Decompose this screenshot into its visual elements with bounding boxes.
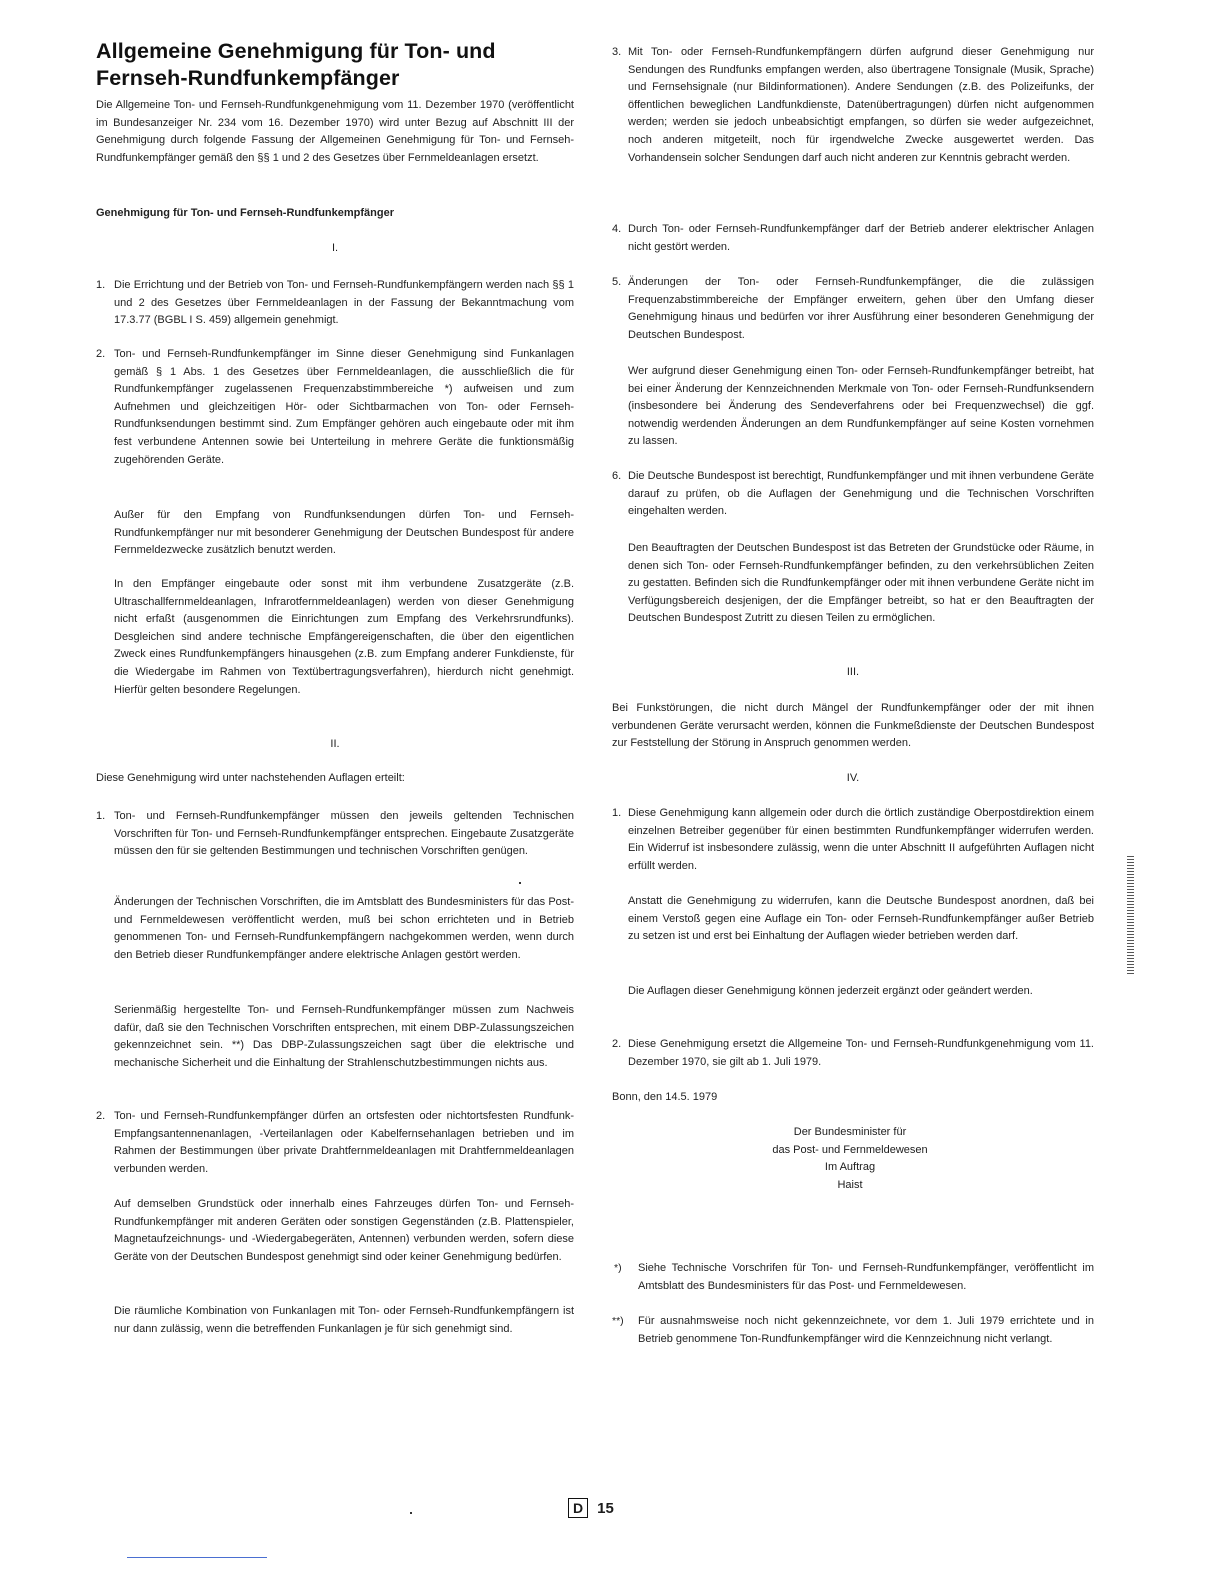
section-2-item-2-para-3: Die räumliche Kombination von Funkanlagen mit Ton- oder Fernseh-Rundfunkempfängern ist nur dann zulässig, wenn die betreffenden Funkanlagen je für sich genehmigt sind.: [114, 1305, 574, 1335]
item-number: 6.: [612, 470, 622, 482]
document-title: Allgemeine Genehmigung für Ton- und Fernseh-Rundfunkempfänger: [96, 39, 496, 90]
signature-name: Haist: [837, 1178, 863, 1191]
section-4-item-1-para-3: Die Auflagen dieser Genehmigung können jederzeit ergänzt oder geändert werden.: [628, 985, 1033, 997]
item-number: 2.: [96, 348, 106, 360]
footnote-2: Für ausnahmsweise noch nicht gekennzeichnete, vor dem 1. Juli 1979 errichtete und in Betrieb genommene Ton-Rundfunkempfänger wird die Kennzeichnung nicht verlangt.: [638, 1315, 1094, 1345]
section-1-item-2-para-1: Ton- und Fernseh-Rundfunkempfänger im Sinne dieser Genehmigung sind Funkanlagen gemäß § 1 Abs. 1 des Gesetzes über Fernmeldeanlagen, die ausschließlich die für Rundfunkempfänger zugelassenen Frequenzabstimmbereiche *) aufweisen und zum Aufnehmen und gleichzeitigen Hör- oder Sichtbarmachen von Ton- oder Fernseh-Rundfunksendungen bestimmt sind. Zum Empfänger gehören auch eingebaute oder mit ihm fest verbundene Antennen sowie bei Unterteilung in mehrere Geräte die funktionsmäßig zugehörenden Geräte.: [114, 348, 574, 466]
place-date: Bonn, den 14.5. 1979: [612, 1091, 718, 1103]
section-2-item-6-para-2: Den Beauftragten der Deutschen Bundespost ist das Betreten der Grundstücke oder Räume, in denen sich Ton- oder Fernseh-Rundfunkempfänger befinden, zu den verkehrsüblichen Zeiten zu gestatten. Befinden sich die Rundfunkempfänger oder mit ihnen verbundene Geräte nicht im Verfügungsbereich desjenigen, der die Empfänger betreibt, so hat er den Beauftragten der Deutschen Bundespost Zutritt zu diesen Teilen zu ermöglichen.: [628, 542, 1094, 625]
item-number: 1.: [612, 807, 622, 819]
subheading: Genehmigung für Ton- und Fernseh-Rundfunkempfänger: [96, 207, 395, 219]
section-2-item-6-para-1: Die Deutsche Bundespost ist berechtigt, Rundfunkempfänger und mit ihnen verbundene Geräte darauf zu prüfen, ob die Auflagen der Genehmigung und die Technischen Vorschriften eingehalten werden.: [628, 470, 1094, 518]
footnote-mark: **): [612, 1315, 624, 1327]
scan-speck: [410, 1512, 412, 1514]
section-1-item-2-para-2: Außer für den Empfang von Rundfunksendungen dürfen Ton- und Fernseh-Rundfunkempfänger nur mit besonderer Genehmigung der Deutschen Bundespost für andere Fernmeldezwecke zusätzlich benutzt werden.: [114, 509, 574, 557]
section-2-heading: II.: [330, 738, 340, 750]
page-number: [568, 1498, 614, 1518]
item-number: 5.: [612, 276, 622, 288]
section-4-item-2: Diese Genehmigung ersetzt die Allgemeine Ton- und Fernseh-Rundfunkgenehmigung vom 11. Dezember 1970, sie gilt ab 1. Juli 1979.: [628, 1038, 1094, 1068]
section-4-item-1-para-2: Anstatt die Genehmigung zu widerrufen, kann die Deutsche Bundespost anordnen, daß bei einem Verstoß gegen eine Auflage ein Ton- oder Fernseh-Rundfunkempfänger außer Betrieb zu setzen ist und erst bei Einhaltung der Auflagen wieder betrieben werden darf.: [628, 895, 1094, 943]
item-number: 1.: [96, 279, 106, 291]
item-number: 3.: [612, 46, 622, 58]
signature-line: das Post- und Fernmeldewesen: [772, 1143, 928, 1156]
intro-paragraph: Die Allgemeine Ton- und Fernseh-Rundfunkgenehmigung vom 11. Dezember 1970 (veröffentlicht im Bundesanzeiger Nr. 234 vom 16. Dezember 1970) wird unter Bezug auf Abschnitt III der Genehmigung durch folgende Fassung der Allgemeinen Genehmigung für Ton- und Fernseh-Rundfunkempfänger gemäß den §§ 1 und 2 des Gesetzes über Fernmeldeanlagen ersetzt.: [96, 99, 574, 164]
item-number: 4.: [612, 223, 622, 235]
section-1-heading: I.: [331, 242, 339, 254]
footnote-mark: *): [614, 1262, 622, 1274]
item-number: 1.: [96, 810, 106, 822]
scan-margin-marks: [1127, 856, 1134, 974]
section-2-lead: Diese Genehmigung wird unter nachstehenden Auflagen erteilt:: [96, 772, 405, 784]
section-4-heading: IV.: [846, 772, 860, 784]
section-4-item-1-para-1: Diese Genehmigung kann allgemein oder durch die örtlich zuständige Oberpostdirektion einem einzelnen Betreiber gegenüber für einen bestimmten Rundfunkempfänger widerrufen werden. Ein Widerruf ist insbesondere zulässig, wenn die unter Abschnitt II aufgeführten Auflagen nicht erfüllt werden.: [628, 807, 1094, 872]
item-number: 2.: [96, 1110, 106, 1122]
section-2-item-4: Durch Ton- oder Fernseh-Rundfunkempfänger darf der Betrieb anderer elektrischer Anlagen nicht gestört werden.: [628, 223, 1094, 253]
scan-speck: [519, 882, 521, 884]
section-2-item-2-para-1: Ton- und Fernseh-Rundfunkempfänger dürfen an ortsfesten oder nichtortsfesten Rundfunk-Empfangsantennenanlagen, -Verteilanlagen oder Kabelfernsehanlagen betrieben und im Rahmen der Bestimmungen über private Drahtfernmeldeanlagen mit Drahtfernmeldeanlagen verbunden werden.: [114, 1110, 574, 1175]
section-2-item-3: Mit Ton- oder Fernseh-Rundfunkempfängern dürfen aufgrund dieser Genehmigung nur Sendungen des Rundfunks empfangen werden, also übertragene Tonsignale (Musik, Sprache) und Fernsehsignale (nur Bildinformationen). Andere Sendungen (z.B. des Polizeifunks, der öffentlichen beweglichen Landfunkdienste, Datenübertragungen) dürfen nicht aufgenommen werden; werden sie jedoch unbeabsichtigt empfangen, so dürfen sie weder aufgezeichnet, noch anderen mitgeteilt, noch für irgendwelche Zwecke ausgewertet werden. Das Vorhandensein solcher Sendungen darf auch nicht anderen zur Kenntnis gebracht werden.: [628, 46, 1094, 164]
section-2-item-1-para-1: Ton- und Fernseh-Rundfunkempfänger müssen den jeweils geltenden Technischen Vorschriften für Ton- und Fernseh-Rundfunkempfänger entsprechen. Eingebaute Zusatzgeräte müssen den für sie geltenden Bestimmungen und technischen Vorschriften genügen.: [114, 810, 574, 858]
signature-block: [700, 1124, 1000, 1194]
section-1-item-2-para-3: In den Empfänger eingebaute oder sonst mit ihm verbundene Zusatzgeräte (z.B. Ultraschallfernmeldeanlagen, Infrarotfernmeldeanlagen) werden von dieser Genehmigung nicht erfaßt (ausgenommen die Einrichtungen zum Empfang des Verkehrsrundfunks). Desgleichen sind andere technische Empfängereigenschaften, die über den eigentlichen Zweck eines Rundfunkempfängers hinausgehen (z.B. zum Empfang anderer Funkdienste, für die Wiedergabe im Rahmen von Textübertragungsverfahren), hierdurch nicht genehmigt. Hierfür gelten besondere Regelungen.: [114, 578, 574, 696]
section-2-item-2-para-2: Auf demselben Grundstück oder innerhalb eines Fahrzeuges dürfen Ton- und Fernseh-Rundfunkempfänger mit anderen Geräten oder sonstigen Gegenständen (z.B. Plattenspieler, Magnetaufzeichnungs- und -Wiedergabegeräten, Antennen) verbunden werden, sofern diese Geräte von der Deutschen Bundespost genehmigt sind oder keiner Genehmigung bedürfen.: [114, 1198, 574, 1263]
footnote-1: Siehe Technische Vorschrifen für Ton- und Fernseh-Rundfunkempfänger, veröffentlicht im Amtsblatt des Bundesministers für das Post- und Fernmeldewesen.: [638, 1262, 1094, 1292]
item-number: 2.: [612, 1038, 622, 1050]
bottom-rule: [127, 1557, 267, 1558]
section-2-item-1-para-2: Änderungen der Technischen Vorschriften, die im Amtsblatt des Bundesministers für das Post- und Fernmeldewesen veröffentlicht werden, muß bei schon errichteten und in Betrieb genommenen Ton- und Fernseh-Rundfunkempfängern nachgekommen werden, wenn durch den Betrieb dieser Rundfunkempfänger andere elektrische Anlagen gestört werden.: [114, 896, 574, 961]
section-2-item-5-para-2: Wer aufgrund dieser Genehmigung einen Ton- oder Fernseh-Rundfunkempfänger betreibt, hat bei einer Änderung der Kennzeichnenden Merkmale von Ton- oder Fernseh-Rundfunksendern (insbesondere bei Änderung des Sendeverfahrens oder bei Frequenzwechsel) die ggf. notwendig werdenden Änderungen an dem Rundfunkempfänger auf seine Kosten vornehmen zu lassen.: [628, 365, 1094, 448]
section-1-item-1: Die Errichtung und der Betrieb von Ton- und Fernseh-Rundfunkempfängern werden nach §§ 1 und 2 des Gesetzes über Fernmeldeanlagen in der Fassung der Bekanntmachung vom 17.3.77 (BGBL I S. 459) allgemein genehmigt.: [114, 279, 574, 327]
section-2-item-5-para-1: Änderungen der Ton- oder Fernseh-Rundfunkempfänger, die die zulässigen Frequenzabstimmbereiche der Empfänger erweitern, gehen über den Umfang dieser Genehmigung hinaus und bedürfen vor ihrer Ausführung einer besonderen Genehmigung der Deutschen Bundespost.: [628, 276, 1094, 341]
section-2-item-1-para-3: Serienmäßig hergestellte Ton- und Fernseh-Rundfunkempfänger müssen zum Nachweis dafür, daß sie den Technischen Vorschriften entsprechen, mit einem DBP-Zulassungszeichen gekennzeichnet sein. **) Das DBP-Zulassungszeichen sagt über die elektrische und mechanische Sicherheit und die Einhaltung der Strahlenschutzbestimmungen nichts aus.: [114, 1004, 574, 1069]
section-3-text: Bei Funkstörungen, die nicht durch Mängel der Rundfunkempfänger oder der mit ihnen verbundenen Geräte verursacht werden, können die Funkmeßdienste der Deutschen Bundespost zur Feststellung der Störung in Anspruch genommen werden.: [612, 702, 1094, 750]
signature-line: Im Auftrag: [824, 1161, 876, 1174]
signature-line: Der Bundesminister für: [793, 1126, 907, 1138]
section-3-heading: III.: [846, 666, 860, 678]
page-letter-box: D: [568, 1498, 588, 1518]
page-number-value: 15: [597, 1499, 614, 1517]
